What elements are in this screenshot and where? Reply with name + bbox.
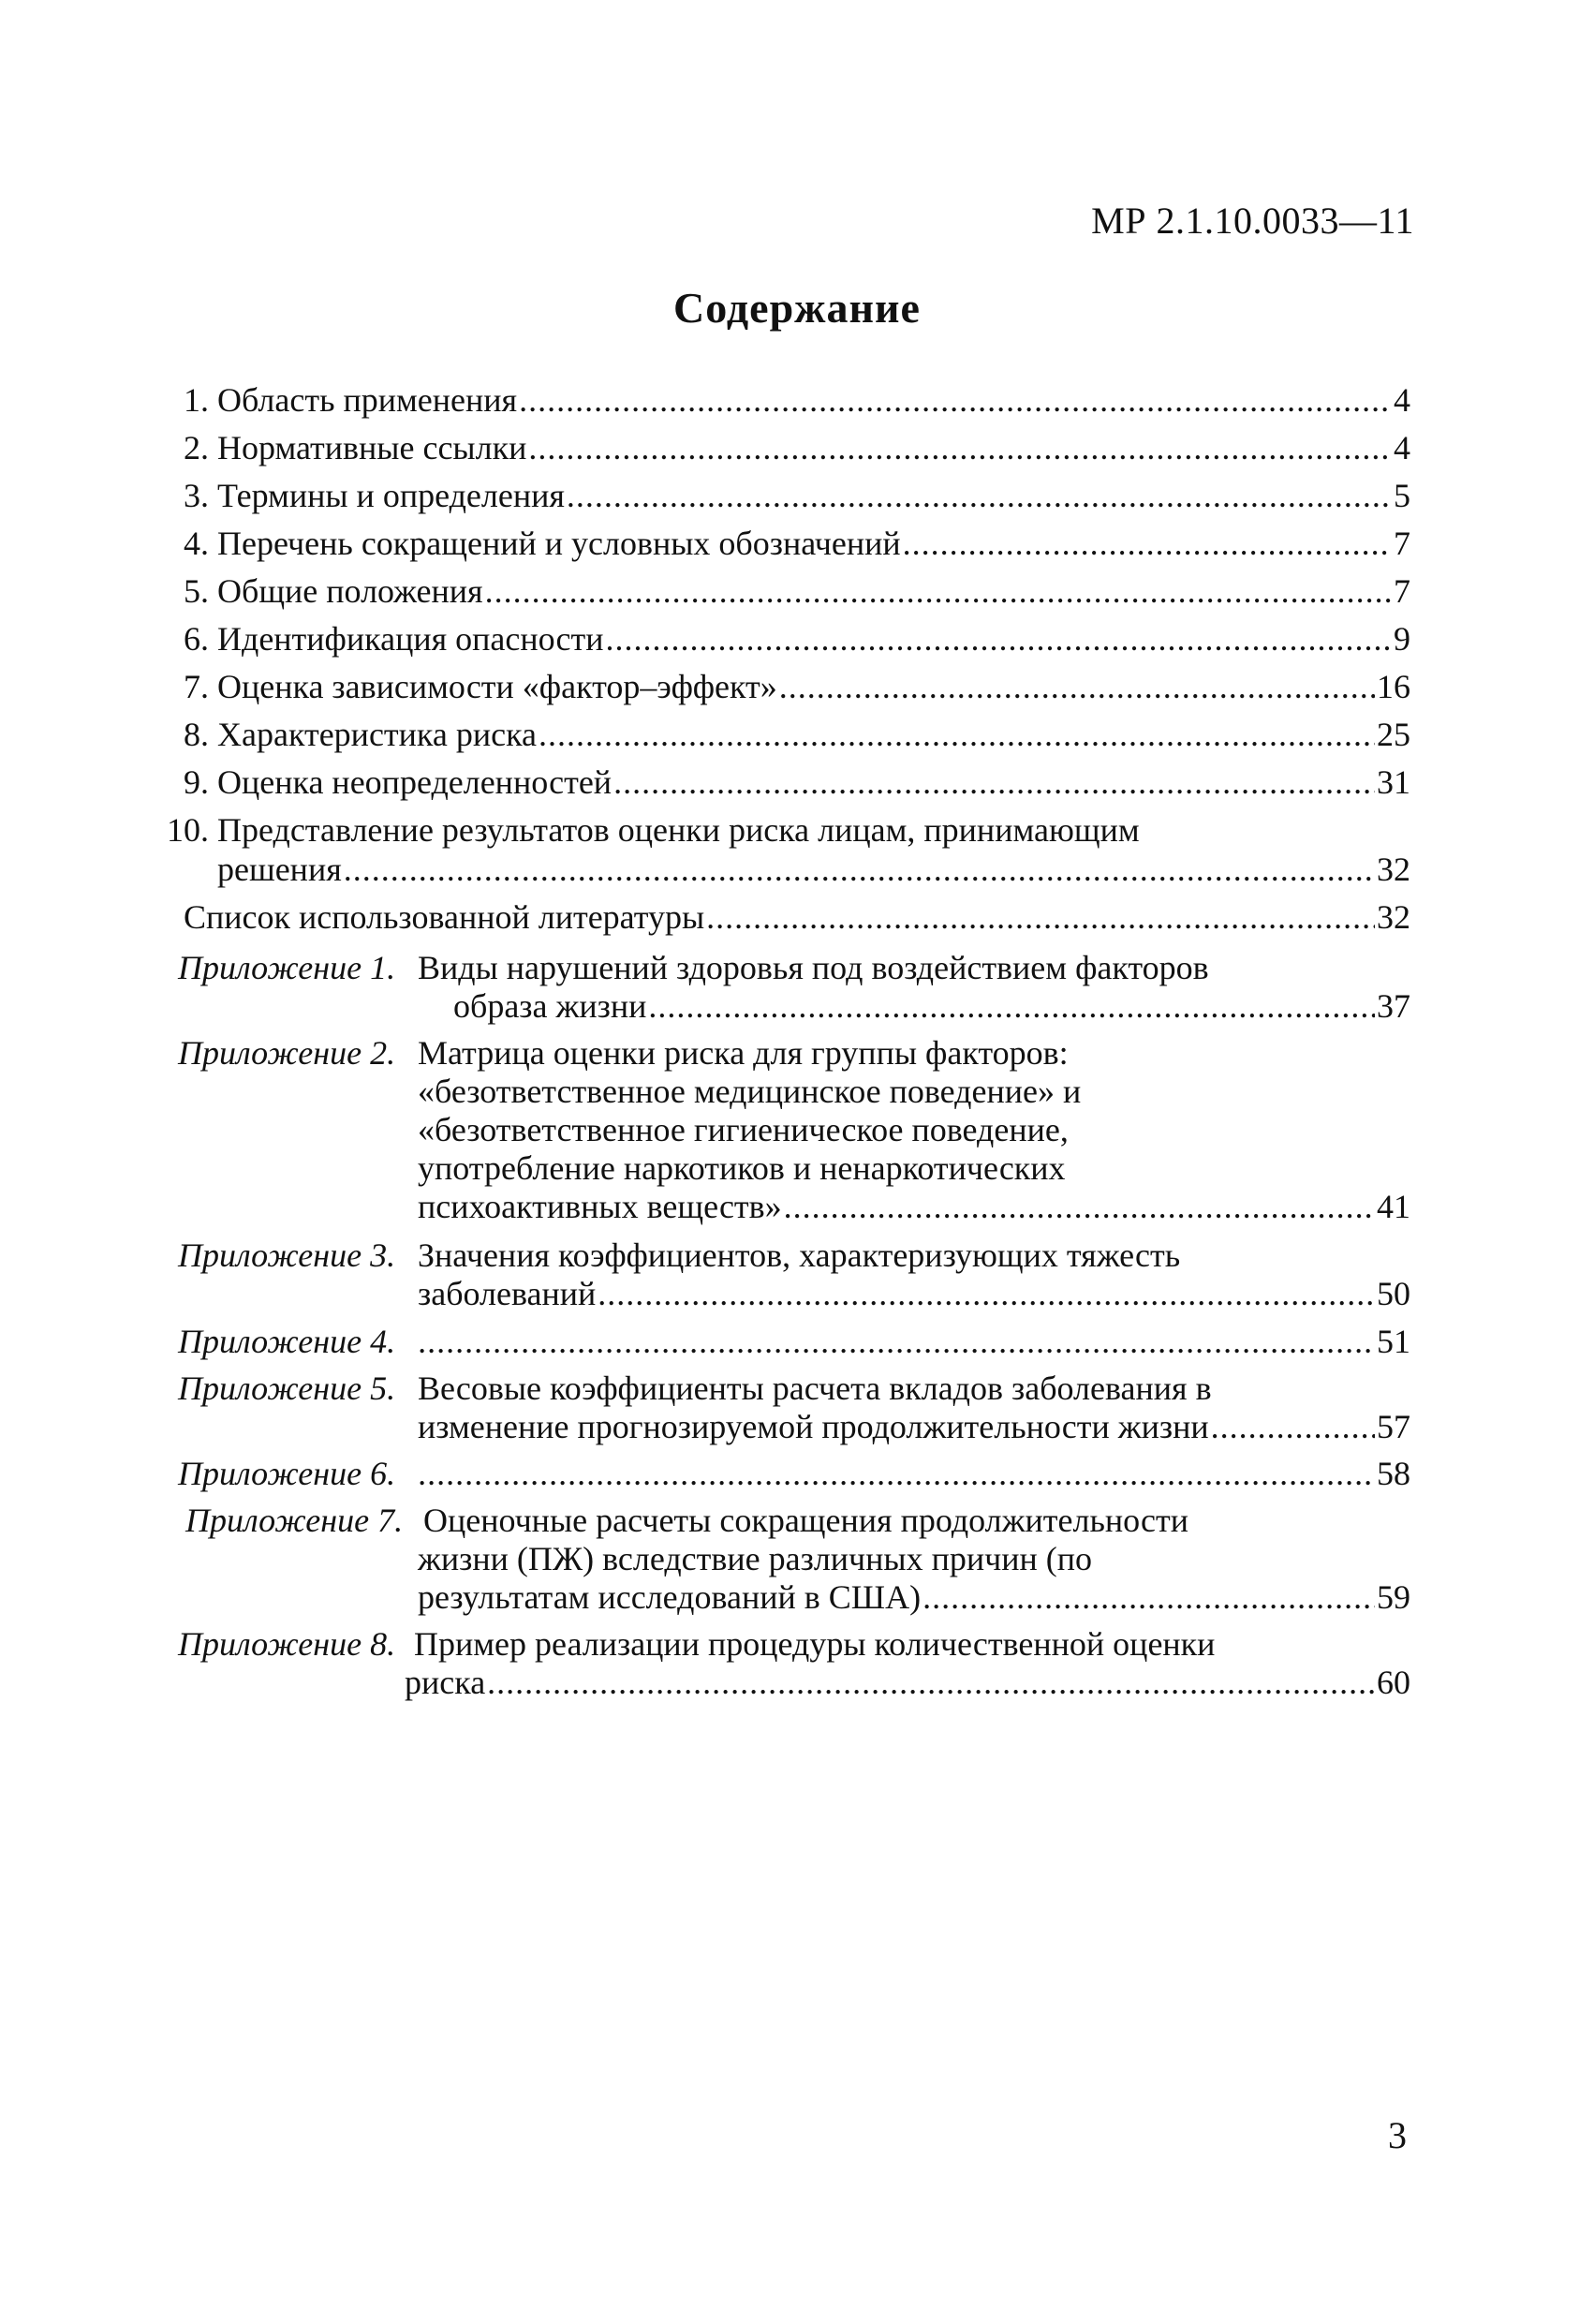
toc-leader — [598, 1275, 1375, 1313]
toc-entry-title-cont: решения — [217, 851, 342, 888]
toc-leader — [779, 668, 1375, 706]
toc-entry-page: 37 — [1377, 987, 1410, 1025]
page-title: Содержание — [673, 284, 921, 332]
toc-leader — [519, 381, 1392, 420]
toc-entry-title-cont: психоактивных веществ» — [418, 1188, 782, 1225]
toc-entry-page: 4 — [1394, 429, 1410, 466]
toc-entry-page: 7 — [1394, 525, 1410, 562]
toc-entry-title: 8. Характеристика риска — [184, 716, 538, 753]
toc-entry-page: 51 — [1377, 1323, 1410, 1360]
appendix-label: Приложение 6. — [178, 1455, 396, 1492]
toc-entry-title: 7. Оценка зависимости «фактор–эффект» — [184, 668, 777, 705]
toc-entry-title-cont: образа жизни — [453, 987, 647, 1025]
toc-leader — [1211, 1408, 1375, 1446]
toc-entry-title-cont: употребление наркотиков и ненаркотических — [418, 1149, 1066, 1187]
toc-leader — [418, 1323, 1375, 1361]
toc-leader — [784, 1188, 1375, 1226]
toc-entry-page: 9 — [1394, 620, 1410, 658]
toc-entry-title: Виды нарушений здоровья под воздействием факторов — [418, 949, 1209, 986]
toc-entry-page: 16 — [1377, 668, 1410, 705]
document-code: МР 2.1.10.0033—11 — [1091, 200, 1414, 242]
toc-entry-page: 7 — [1394, 572, 1410, 610]
toc-entry-page: 50 — [1377, 1275, 1410, 1312]
toc-entry-title: 10. Представление результатов оценки риска лицам, принимающим — [167, 811, 1140, 849]
toc-entry-title-cont: риска — [405, 1664, 486, 1701]
appendix-label: Приложение 1. — [178, 949, 396, 986]
toc-entry-page: 31 — [1377, 763, 1410, 801]
toc-entry-title: Оценочные расчеты сокращения продолжительности — [423, 1502, 1188, 1539]
toc-leader — [613, 763, 1375, 802]
toc-entry-title-cont: жизни (ПЖ) вследствие различных причин (по — [418, 1540, 1093, 1577]
toc-entry-page: 59 — [1377, 1578, 1410, 1616]
toc-leader — [487, 1664, 1375, 1702]
toc-entry-title: 5. Общие положения — [184, 572, 483, 610]
toc-leader — [606, 620, 1392, 659]
appendix-label: Приложение 5. — [178, 1369, 396, 1407]
toc-entry-page: 25 — [1377, 716, 1410, 753]
toc-entry-page: 58 — [1377, 1455, 1410, 1492]
toc-leader — [539, 716, 1375, 754]
toc-entry-page: 5 — [1394, 477, 1410, 514]
page-number: 3 — [1388, 2114, 1407, 2156]
toc-entry-title: 6. Идентификация опасности — [184, 620, 604, 658]
toc-entry-title-cont: изменение прогнозируемой продолжительности жизни — [418, 1408, 1209, 1445]
toc-leader — [706, 898, 1375, 937]
toc-entry-title: Пример реализации процедуры количественной оценки — [414, 1625, 1216, 1663]
toc-entry-title-cont: результатам исследований в США) — [418, 1578, 922, 1616]
toc-leader — [485, 572, 1392, 611]
toc-leader — [648, 987, 1375, 1026]
toc-leader — [567, 477, 1392, 515]
toc-entry-title: Список использованной литературы — [184, 898, 705, 936]
toc-entry-page: 4 — [1394, 381, 1410, 419]
toc-entry-title: 2. Нормативные ссылки — [184, 429, 527, 466]
appendix-label: Приложение 2. — [178, 1034, 396, 1072]
toc-leader — [903, 525, 1392, 563]
toc-leader — [528, 429, 1392, 467]
appendix-label: Приложение 8. — [178, 1625, 396, 1663]
toc-entry-page: 41 — [1377, 1188, 1410, 1225]
toc-entry-title: Матрица оценки риска для группы факторов: — [418, 1034, 1069, 1072]
toc-entry-page: 60 — [1377, 1664, 1410, 1701]
toc-leader — [922, 1578, 1375, 1617]
toc-entry-title: 1. Область применения — [184, 381, 518, 419]
toc-entry-title-cont: заболеваний — [418, 1275, 597, 1312]
toc-entry-title-cont: «безответственное гигиеническое поведение, — [418, 1111, 1069, 1148]
toc-entry-page: 32 — [1377, 898, 1410, 936]
appendix-label: Приложение 7. — [185, 1502, 404, 1539]
toc-leader — [418, 1455, 1375, 1493]
toc-entry-page: 57 — [1377, 1408, 1410, 1445]
toc-entry-title-cont: «безответственное медицинское поведение» и — [418, 1073, 1082, 1110]
toc-entry-page: 32 — [1377, 851, 1410, 888]
toc-entry-title: 4. Перечень сокращений и условных обозначений — [184, 525, 901, 562]
toc-entry-title: Весовые коэффициенты расчета вкладов заболевания в — [418, 1369, 1212, 1407]
toc-entry-title: 3. Термины и определения — [184, 477, 565, 514]
toc-leader — [344, 851, 1375, 889]
toc-entry-title: Значения коэффициентов, характеризующих тяжесть — [418, 1236, 1181, 1274]
toc-entry-title: 9. Оценка неопределенностей — [184, 763, 613, 801]
appendix-label: Приложение 3. — [178, 1236, 396, 1274]
appendix-label: Приложение 4. — [178, 1323, 396, 1360]
